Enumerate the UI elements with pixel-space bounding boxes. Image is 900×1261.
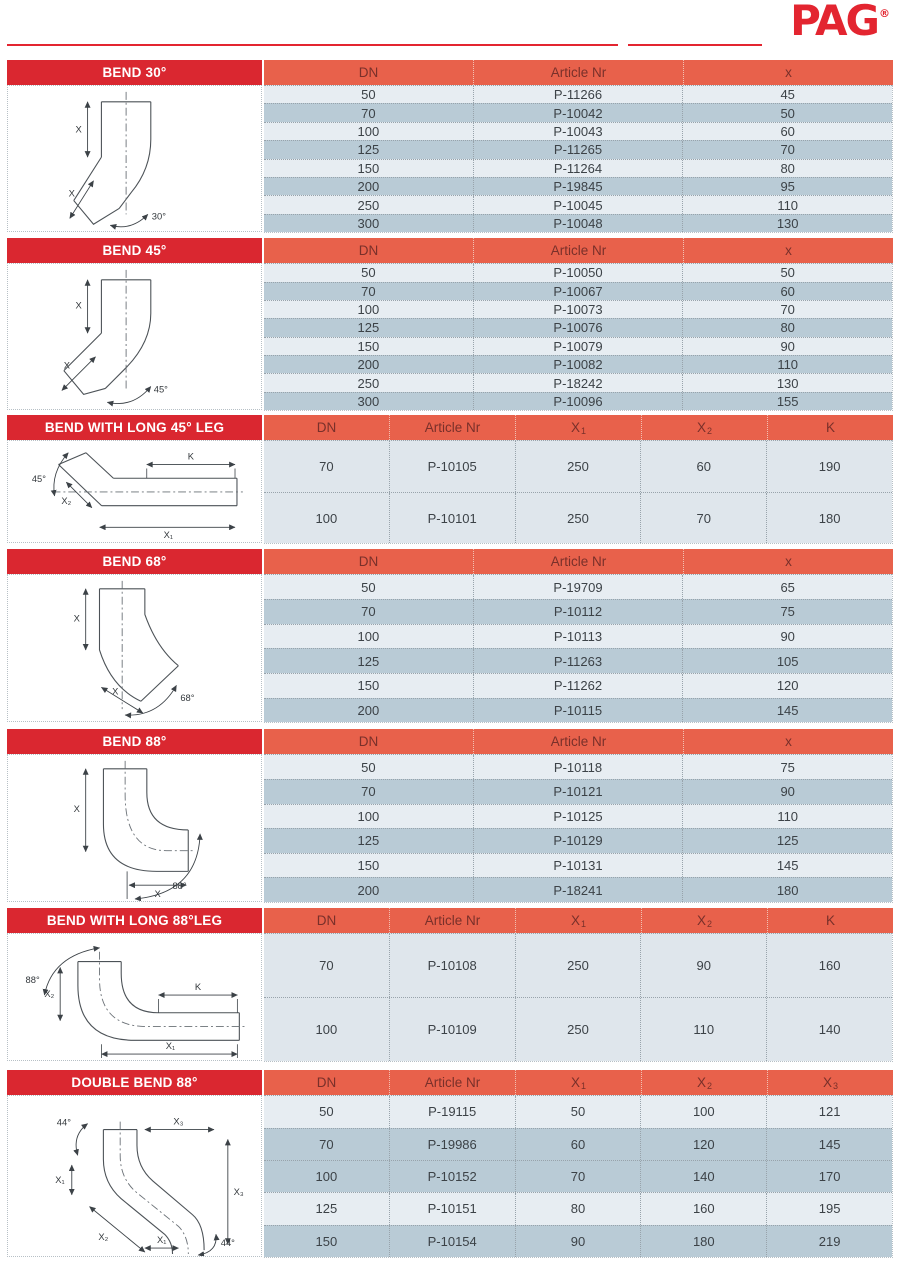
- table-cell: 70: [319, 958, 334, 974]
- table-row: [264, 263, 892, 281]
- table-cell: P-10152: [389, 1161, 515, 1192]
- table-cell: 160: [766, 934, 892, 997]
- table-row: [264, 318, 892, 336]
- table-cell: P-10113: [473, 625, 683, 649]
- svg-text:45°: 45°: [153, 384, 168, 395]
- table-cell: 90: [682, 625, 892, 649]
- table-body: [7, 574, 893, 723]
- column-headers: [264, 729, 893, 754]
- column-headers: [264, 908, 893, 933]
- page-header: [7, 0, 893, 60]
- table-row: [264, 624, 892, 649]
- column-header: X 2: [641, 415, 767, 440]
- table-cell: 190: [766, 441, 892, 492]
- column-header: x: [683, 729, 893, 754]
- double-bend-88-diagram: [7, 1095, 262, 1257]
- table-cell: P-19986: [389, 1129, 515, 1160]
- table-cell: 60: [640, 441, 766, 492]
- table-row: [264, 195, 892, 213]
- table-cell: P-11265: [473, 141, 683, 158]
- table-cell: 70: [682, 141, 892, 158]
- table-cell: 110: [682, 356, 892, 373]
- table-cell: P-19115: [389, 1096, 515, 1127]
- table-cell: 125: [315, 1201, 338, 1217]
- table-cell: P-18242: [473, 374, 683, 391]
- table-cell: 60: [682, 123, 892, 140]
- svg-text:44°: 44°: [220, 1238, 235, 1249]
- table-cell: 150: [357, 338, 380, 354]
- svg-text:X: X: [73, 613, 80, 624]
- table-rows: [264, 85, 893, 233]
- column-header: DN: [316, 420, 337, 436]
- table-header-row: [7, 549, 893, 574]
- column-header: x: [683, 549, 893, 574]
- table-cell: P-10048: [473, 215, 683, 232]
- svg-text:X: X: [73, 804, 80, 815]
- svg-text:X₃: X₃: [173, 1116, 184, 1127]
- bend-30-diagram: [7, 85, 262, 232]
- table-cell: 50: [682, 104, 892, 121]
- svg-text:X₃: X₃: [233, 1186, 244, 1197]
- table-cell: 130: [682, 215, 892, 232]
- table-cell: 300: [357, 215, 380, 231]
- table-row: [264, 754, 892, 779]
- svg-text:X₁: X₁: [55, 1175, 65, 1186]
- table-cell: 195: [766, 1193, 892, 1224]
- column-header: X 1: [515, 908, 641, 933]
- svg-text:X: X: [75, 300, 82, 311]
- table-row: [264, 492, 892, 544]
- table-cell: P-10154: [389, 1226, 515, 1257]
- column-header: X 3: [767, 1070, 893, 1095]
- table-row: [264, 177, 892, 195]
- table-row: [264, 1225, 892, 1257]
- table-body: [7, 933, 893, 1062]
- table-cell: 50: [361, 579, 376, 595]
- table-cell: 70: [361, 604, 376, 620]
- column-headers: [264, 238, 893, 263]
- table-cell: P-10125: [473, 805, 683, 829]
- tables-container: [7, 60, 893, 1258]
- table-cell: 250: [357, 197, 380, 213]
- column-header: x: [683, 60, 893, 85]
- product-table-section: [7, 1070, 893, 1258]
- table-cell: 100: [357, 123, 380, 139]
- table-cell: 100: [315, 510, 338, 526]
- table-cell: 50: [515, 1096, 641, 1127]
- table-body: [7, 1095, 893, 1258]
- product-table-section: [7, 60, 893, 233]
- table-cell: P-10109: [389, 998, 515, 1061]
- table-rows: [264, 263, 893, 411]
- table-cell: 70: [682, 301, 892, 318]
- registered-trademark-icon: ®: [879, 7, 890, 20]
- svg-text:45°: 45°: [31, 474, 46, 485]
- table-cell: 300: [357, 394, 380, 410]
- svg-text:X₂: X₂: [44, 989, 55, 1000]
- table-cell: P-19709: [473, 575, 683, 599]
- column-header: X 1: [515, 1070, 641, 1095]
- table-cell: 140: [766, 998, 892, 1061]
- table-cell: 180: [766, 493, 892, 544]
- table-cell: P-10042: [473, 104, 683, 121]
- column-header: DN: [316, 913, 337, 929]
- column-header: X 1: [515, 415, 641, 440]
- table-cell: 180: [682, 878, 892, 902]
- table-cell: P-10121: [473, 780, 683, 804]
- column-header: DN: [358, 734, 379, 750]
- svg-text:X: X: [63, 360, 70, 371]
- svg-text:44°: 44°: [56, 1117, 71, 1128]
- table-cell: 125: [357, 320, 380, 336]
- table-cell: 250: [515, 998, 641, 1061]
- table-cell: P-10050: [473, 264, 683, 281]
- column-header: K: [767, 908, 893, 933]
- svg-text:30°: 30°: [151, 211, 166, 222]
- table-rows: [264, 754, 893, 903]
- table-row: [264, 103, 892, 121]
- table-row: [264, 214, 892, 232]
- table-cell: 75: [682, 755, 892, 779]
- table-cell: 200: [357, 357, 380, 373]
- table-cell: 70: [361, 283, 376, 299]
- svg-text:68°: 68°: [180, 693, 195, 704]
- section-title: BEND 45°: [7, 238, 262, 263]
- svg-text:K: K: [194, 982, 202, 993]
- table-header-row: [7, 415, 893, 440]
- table-row: [264, 1128, 892, 1160]
- product-table-section: [7, 415, 893, 544]
- section-title: BEND 68°: [7, 549, 262, 574]
- table-cell: 50: [361, 759, 376, 775]
- table-cell: 200: [357, 702, 380, 718]
- table-cell: 70: [361, 105, 376, 121]
- table-cell: 125: [357, 142, 380, 158]
- bend-68-diagram: [7, 574, 262, 722]
- table-row: [264, 648, 892, 673]
- table-cell: 75: [682, 600, 892, 624]
- table-row: [264, 698, 892, 723]
- table-cell: 200: [357, 179, 380, 195]
- bend-long-88-leg-diagram: [7, 933, 262, 1061]
- svg-text:X₁: X₁: [163, 530, 174, 541]
- table-cell: 125: [357, 833, 380, 849]
- svg-text:X₂: X₂: [98, 1232, 109, 1243]
- table-cell: P-10067: [473, 283, 683, 300]
- svg-text:X₁: X₁: [156, 1235, 167, 1246]
- table-cell: P-10043: [473, 123, 683, 140]
- column-header: Article Nr: [389, 1070, 515, 1095]
- column-header: Article Nr: [473, 60, 683, 85]
- table-cell: 150: [357, 858, 380, 874]
- column-header: X 2: [641, 908, 767, 933]
- table-cell: P-10108: [389, 934, 515, 997]
- table-cell: P-11264: [473, 160, 683, 177]
- column-header: DN: [358, 554, 379, 570]
- table-row: [264, 355, 892, 373]
- table-cell: 250: [357, 375, 380, 391]
- table-cell: 155: [682, 393, 892, 410]
- table-row: [264, 1192, 892, 1224]
- table-cell: P-10076: [473, 319, 683, 336]
- column-headers: [264, 415, 893, 440]
- header-rule-long: [7, 44, 618, 46]
- table-cell: 145: [682, 854, 892, 878]
- table-cell: 170: [766, 1161, 892, 1192]
- table-header-row: [7, 1070, 893, 1095]
- table-cell: 105: [682, 649, 892, 673]
- table-cell: P-10129: [473, 829, 683, 853]
- table-cell: 70: [640, 493, 766, 544]
- table-row: [264, 673, 892, 698]
- table-cell: 125: [682, 829, 892, 853]
- section-title: DOUBLE BEND 88°: [7, 1070, 262, 1095]
- column-header: DN: [316, 1075, 337, 1091]
- bend-long-45-leg-diagram: [7, 440, 262, 543]
- svg-text:X₂: X₂: [61, 496, 72, 507]
- svg-text:X: X: [112, 686, 119, 697]
- table-cell: 120: [682, 674, 892, 698]
- table-cell: 250: [515, 934, 641, 997]
- table-cell: P-11263: [473, 649, 683, 673]
- table-row: [264, 877, 892, 902]
- table-cell: 200: [357, 882, 380, 898]
- table-cell: 70: [361, 784, 376, 800]
- table-cell: P-10151: [389, 1193, 515, 1224]
- header-rule: [7, 44, 893, 46]
- column-header: Article Nr: [473, 238, 683, 263]
- table-row: [264, 140, 892, 158]
- table-rows: [264, 1095, 893, 1258]
- column-header: Article Nr: [389, 908, 515, 933]
- table-cell: 80: [682, 160, 892, 177]
- table-header-row: [7, 908, 893, 933]
- table-cell: 140: [640, 1161, 766, 1192]
- column-headers: [264, 1070, 893, 1095]
- table-row: [264, 804, 892, 829]
- table-cell: 90: [640, 934, 766, 997]
- table-cell: 150: [357, 160, 380, 176]
- table-cell: 50: [319, 1104, 334, 1120]
- table-cell: 145: [766, 1129, 892, 1160]
- table-cell: 50: [682, 264, 892, 281]
- table-row: [264, 779, 892, 804]
- table-cell: 219: [766, 1226, 892, 1257]
- column-header: DN: [358, 65, 379, 80]
- column-header: Article Nr: [473, 549, 683, 574]
- svg-text:X: X: [75, 124, 82, 135]
- table-cell: 90: [682, 338, 892, 355]
- table-cell: P-10118: [473, 755, 683, 779]
- bend-45-diagram: [7, 263, 262, 410]
- column-header: Article Nr: [389, 415, 515, 440]
- table-header-row: [7, 729, 893, 754]
- table-header-row: [7, 238, 893, 263]
- section-title: BEND WITH LONG 88°LEG: [7, 908, 262, 933]
- section-title: BEND WITH LONG 45° LEG: [7, 415, 262, 440]
- table-rows: [264, 574, 893, 723]
- table-cell: P-11266: [473, 86, 683, 103]
- table-cell: 70: [319, 1136, 334, 1152]
- table-rows: [264, 933, 893, 1062]
- table-cell: 110: [640, 998, 766, 1061]
- table-cell: 150: [357, 678, 380, 694]
- table-cell: 120: [640, 1129, 766, 1160]
- column-header: X 2: [641, 1070, 767, 1095]
- column-header: DN: [358, 243, 379, 259]
- table-row: [264, 440, 892, 492]
- pag-logo: [790, 0, 890, 45]
- table-cell: 100: [357, 628, 380, 644]
- table-row: [264, 1160, 892, 1192]
- table-row: [264, 392, 892, 410]
- table-row: [264, 599, 892, 624]
- table-cell: 60: [682, 283, 892, 300]
- table-cell: 125: [357, 653, 380, 669]
- table-cell: 95: [682, 178, 892, 195]
- svg-text:88°: 88°: [25, 975, 40, 986]
- table-cell: P-10082: [473, 356, 683, 373]
- table-cell: 80: [682, 319, 892, 336]
- table-cell: 45: [682, 86, 892, 103]
- pag-logo-text: PAG: [790, 0, 878, 45]
- bend-88-diagram: [7, 754, 262, 902]
- svg-text:X: X: [154, 889, 161, 900]
- table-row: [264, 159, 892, 177]
- table-row: [264, 373, 892, 391]
- table-cell: P-10079: [473, 338, 683, 355]
- column-header: x: [683, 238, 893, 263]
- table-cell: 100: [315, 1169, 338, 1185]
- column-headers: [264, 549, 893, 574]
- table-row: [264, 337, 892, 355]
- svg-text:X₁: X₁: [165, 1041, 176, 1052]
- table-cell: 110: [682, 196, 892, 213]
- section-title: BEND 88°: [7, 729, 262, 754]
- column-headers: [264, 60, 893, 85]
- table-cell: 60: [515, 1129, 641, 1160]
- table-body: [7, 754, 893, 903]
- table-cell: 70: [515, 1161, 641, 1192]
- column-header: Article Nr: [473, 729, 683, 754]
- table-cell: 100: [640, 1096, 766, 1127]
- table-row: [264, 300, 892, 318]
- table-row: [264, 933, 892, 997]
- table-cell: 121: [766, 1096, 892, 1127]
- table-cell: 130: [682, 374, 892, 391]
- table-cell: 80: [515, 1193, 641, 1224]
- table-cell: P-10112: [473, 600, 683, 624]
- section-title: BEND 30°: [7, 60, 262, 85]
- table-cell: 145: [682, 699, 892, 723]
- table-cell: 70: [319, 459, 334, 474]
- table-cell: 50: [361, 265, 376, 281]
- table-cell: P-10096: [473, 393, 683, 410]
- table-row: [264, 282, 892, 300]
- svg-text:K: K: [187, 451, 194, 462]
- table-cell: P-10105: [389, 441, 515, 492]
- table-cell: P-19845: [473, 178, 683, 195]
- table-cell: 100: [315, 1022, 338, 1038]
- table-cell: 180: [640, 1226, 766, 1257]
- table-cell: 150: [315, 1233, 338, 1249]
- table-rows: [264, 440, 893, 544]
- table-row: [264, 853, 892, 878]
- table-cell: P-10101: [389, 493, 515, 544]
- column-header: K: [767, 415, 893, 440]
- table-body: [7, 263, 893, 411]
- table-cell: P-10073: [473, 301, 683, 318]
- table-row: [264, 828, 892, 853]
- table-cell: 90: [682, 780, 892, 804]
- table-row: [264, 122, 892, 140]
- table-cell: P-18241: [473, 878, 683, 902]
- product-table-section: [7, 908, 893, 1062]
- table-row: [264, 1095, 892, 1127]
- table-header-row: [7, 60, 893, 85]
- table-row: [264, 997, 892, 1061]
- table-cell: 90: [515, 1226, 641, 1257]
- table-cell: P-10115: [473, 699, 683, 723]
- table-cell: 250: [515, 441, 641, 492]
- table-row: [264, 85, 892, 103]
- table-cell: P-11262: [473, 674, 683, 698]
- table-cell: 250: [515, 493, 641, 544]
- svg-text:88°: 88°: [172, 881, 187, 892]
- table-cell: 100: [357, 302, 380, 318]
- table-cell: 160: [640, 1193, 766, 1224]
- svg-text:X: X: [68, 188, 75, 199]
- table-body: [7, 85, 893, 233]
- table-cell: 100: [357, 808, 380, 824]
- table-row: [264, 574, 892, 599]
- header-rule-short: [628, 44, 762, 46]
- table-cell: P-10131: [473, 854, 683, 878]
- table-cell: 50: [361, 87, 376, 103]
- product-table-section: [7, 549, 893, 723]
- table-cell: P-10045: [473, 196, 683, 213]
- table-body: [7, 440, 893, 544]
- table-cell: 110: [682, 805, 892, 829]
- table-cell: 65: [682, 575, 892, 599]
- product-table-section: [7, 729, 893, 903]
- product-table-section: [7, 238, 893, 411]
